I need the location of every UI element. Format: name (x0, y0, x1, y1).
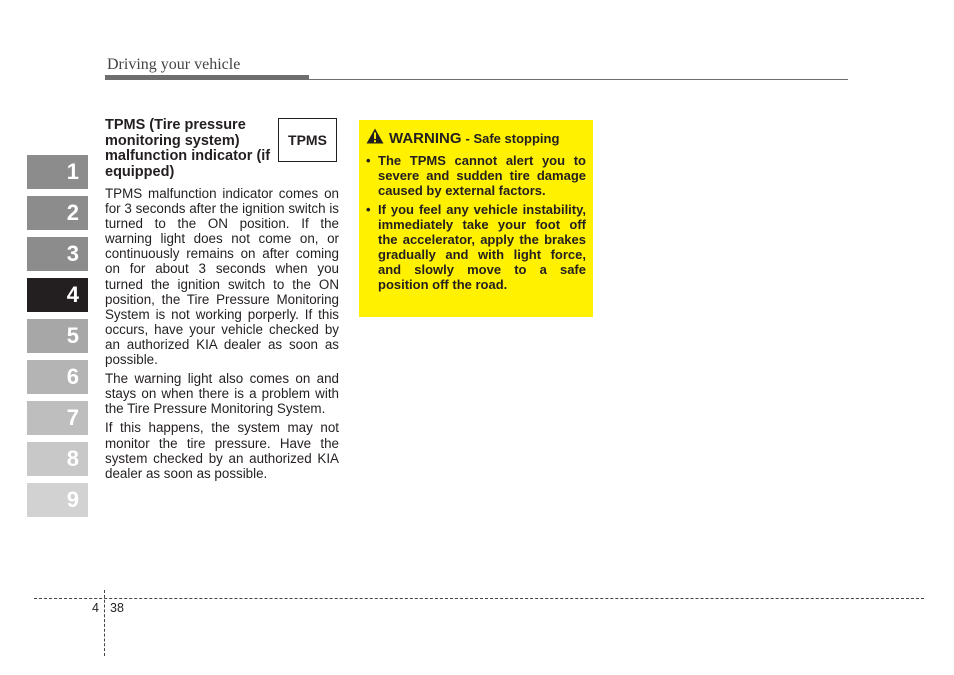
chapter-tab-3[interactable] (27, 237, 88, 271)
chapter-tab-6[interactable] (27, 360, 88, 394)
header-rule-thin (105, 79, 848, 80)
chapter-tab-9[interactable] (27, 483, 88, 517)
chapter-tab-1[interactable] (27, 155, 88, 189)
section-paragraph: The warning light also comes on and stays on when there is a problem with the Tire Pressure Monitoring System. (105, 371, 339, 417)
running-header: Driving your vehicle (107, 56, 241, 73)
chapter-tab-label: 9 (66, 487, 79, 512)
page-chapter-number: 4 (92, 601, 99, 615)
warning-header (366, 128, 586, 149)
section-title: TPMS (Tire pressure monitoring system) malfunction indicator (if equipped) (105, 117, 271, 180)
chapter-tab-label: 1 (66, 159, 79, 184)
chapter-tab-label: 7 (66, 405, 79, 430)
warning-item-text: If you feel any vehicle instability, immediately take your foot off the accelerator, apply the brakes gradually and with light force, and slowly move to a safe position off the road. (378, 202, 586, 292)
chapter-tab-4[interactable] (27, 278, 88, 312)
warning-item (366, 202, 586, 292)
chapter-tab-label: 4 (66, 282, 79, 307)
tpms-indicator-symbol (278, 118, 337, 162)
warning-item (366, 153, 586, 198)
chapter-tab-label: 3 (66, 241, 79, 266)
section-paragraph: If this happens, the system may not monitor the tire pressure. Have the system checked by an authorized KIA dealer as soon as possible. (105, 420, 339, 481)
chapter-tab-2[interactable] (27, 196, 88, 230)
chapter-tab-5[interactable] (27, 319, 88, 353)
chapter-tab-label: 6 (66, 364, 79, 389)
warning-box (359, 120, 593, 317)
page-number: 38 (110, 601, 124, 615)
tpms-indicator-label: TPMS (288, 132, 327, 148)
warning-subtitle: - Safe stopping (465, 131, 560, 146)
warning-title: WARNING (389, 130, 462, 147)
warning-list (366, 153, 586, 292)
warning-item-text: The TPMS cannot alert you to severe and sudden tire damage caused by external factors. (378, 153, 586, 198)
warning-triangle-icon (366, 128, 384, 149)
footer-dashed-rule (34, 598, 924, 599)
bullet-icon: • (366, 202, 371, 217)
section-paragraph: TPMS malfunction indicator comes on for 3 seconds after the ignition switch is turned to the ON position. If the warning light does not come on, or continuously remains on after coming on for about 3 seconds when you turned the ignition switch to the ON position, the Tire Pressure Monitoring System is not working porperly. If this occurs, have your vehicle checked by an authorized KIA dealer as soon as possible. (105, 186, 339, 368)
chapter-tab-8[interactable] (27, 442, 88, 476)
chapter-tab-label: 5 (66, 323, 79, 348)
footer-dashed-divider (104, 590, 105, 656)
chapter-tab-label: 8 (66, 446, 79, 471)
chapter-tab-7[interactable] (27, 401, 88, 435)
tpms-section (105, 118, 339, 485)
bullet-icon: • (366, 153, 371, 168)
chapter-tab-label: 2 (66, 200, 79, 225)
